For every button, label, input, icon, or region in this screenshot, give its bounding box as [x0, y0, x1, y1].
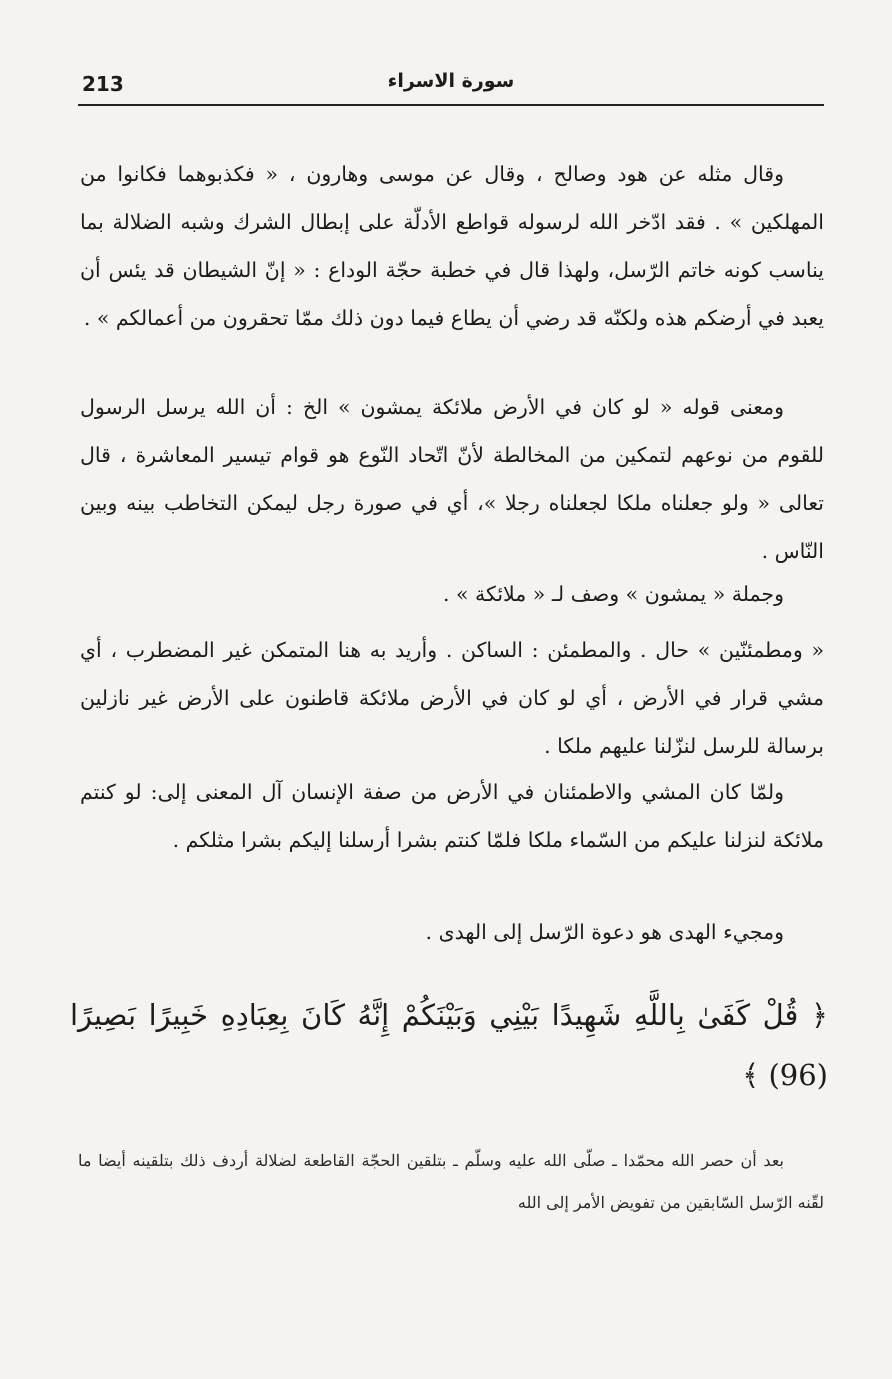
paragraph	[80, 768, 824, 864]
paragraph-text: ومجيء الهدى هو دعوة الرّسل إلى الهدى .	[425, 920, 784, 944]
verse-commentary	[78, 1140, 824, 1224]
paragraph-text: وجملة « يمشون » وصف لـ « ملائكة » .	[442, 582, 784, 606]
page-number: 213	[82, 72, 124, 96]
paragraph	[80, 150, 824, 342]
page-header	[78, 70, 824, 106]
paragraph-text: وقال مثله عن هود وصالح ، وقال عن موسى وهارون ، « فكذبوهما فكانوا من المهلكين » . فقد ادّخر الله لرسوله قواطع الأدلّة على إبطال الشرك وشبه الضلالة بما يناسب كونه خاتم الرّسل، ولهذا قال في خطبة حجّة الوداع : « إنّ الشيطان قد يئس أن يعبد في أرضكم هذه ولكنّه قد رضي أن يطاع فيما دون ذلك ممّا تحقرون من أعمالكم » .	[80, 162, 825, 330]
paragraph-text: ومعنى قوله « لو كان في الأرض ملائكة يمشون » الخ : أن الله يرسل الرسول للقوم من نوعهم لتمكين من المخالطة لأنّ اتّحاد النّوع هو قوام تيسير المعاشرة ، قال تعالى « ولو جعلناه ملكا لجعلناه رجلا »، أي في صورة رجل ليمكن التخاطب بينه وبين النّاس .	[80, 395, 824, 563]
paragraph	[80, 383, 824, 575]
paragraph	[80, 908, 824, 956]
quran-verse: ﴿ قُلْ كَفَىٰ بِاللَّهِ شَهِيدًا بَيْنِي وَبَيْنَكُمْ إِنَّهُ كَانَ بِعِبَادِهِ خَبِيرًا بَصِيرًا (96) ﴾	[70, 998, 828, 1092]
paragraph	[80, 570, 824, 618]
paragraph-text: « ومطمئنّين » حال . والمطمئن : الساكن . وأريد به هنا المتمكن غير المضطرب ، أي مشي قرار في الأرض ، أي لو كان في الأرض ملائكة قاطنون على الأرض غير نازلين برسالة للرسل لنزّلنا عليهم ملكا .	[80, 638, 824, 758]
paragraph-text: ولمّا كان المشي والاطمئنان في الأرض من صفة الإنسان آل المعنى إلى: لو كنتم ملائكة لنزلنا عليكم من السّماء ملكا فلمّا كنتم بشرا أرسلنا إليكم بشرا مثلكم .	[80, 780, 824, 852]
surah-title: سورة الاسراء	[387, 70, 515, 92]
verse-commentary-text: بعد أن حصر الله محمّدا ـ صلّى الله عليه وسلّم ـ بتلقين الحجّة القاطعة لضلالة أردف ذلك بتلقينه أيضا ما لقّنه الرّسل السّابقين من تفويض الأمر إلى الله	[78, 1151, 824, 1212]
paragraph	[80, 626, 824, 770]
